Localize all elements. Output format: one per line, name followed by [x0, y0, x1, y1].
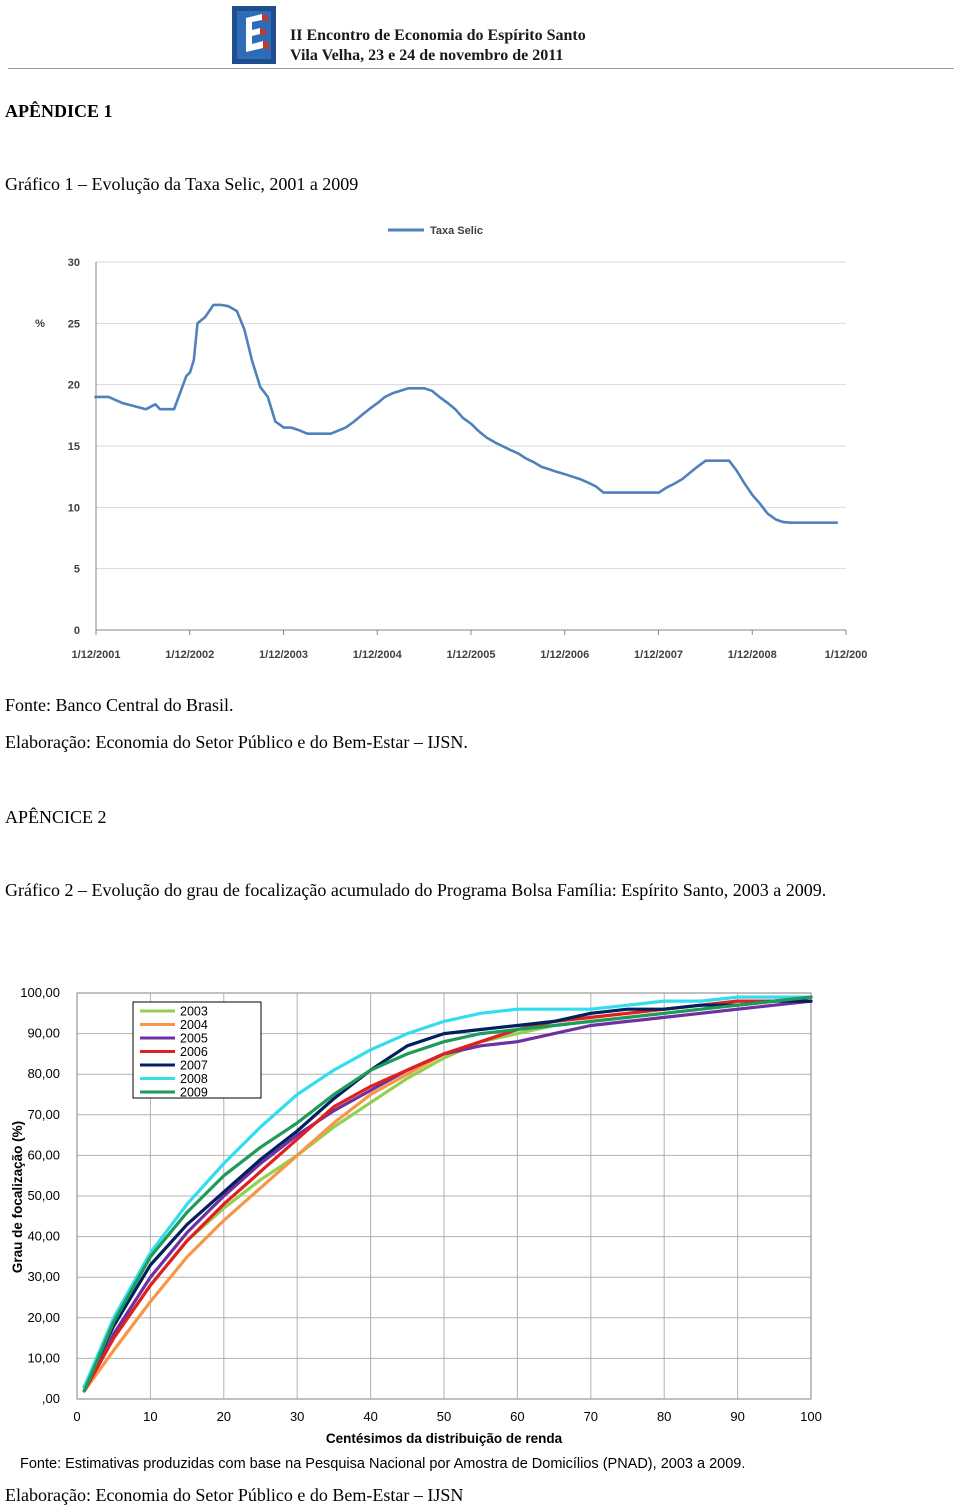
y-tick-label: 10,00 — [27, 1350, 60, 1366]
selic-chart — [0, 215, 960, 670]
y-axis-label: % — [35, 318, 45, 330]
y-tick-label: 5 — [73, 563, 80, 576]
appendix-2-heading: APÊNCICE 2 — [5, 807, 107, 827]
x-tick-label: 60 — [510, 1409, 525, 1424]
x-tick-label: 70 — [583, 1409, 599, 1424]
y-tick-label: 20 — [67, 379, 80, 392]
x-tick-label: 1/12/2006 — [540, 649, 590, 661]
y-tick-label: 40,00 — [27, 1228, 60, 1244]
conference-logo — [232, 6, 276, 64]
x-tick-label: 1/12/2001 — [71, 649, 121, 661]
legend-label-2003: 2003 — [180, 1004, 208, 1019]
focalization-chart — [0, 975, 960, 1475]
y-tick-label: 70,00 — [27, 1106, 60, 1122]
legend-label-2004: 2004 — [180, 1018, 208, 1032]
chart-2-elaboration: Elaboração: Economia do Setor Público e do Bem-Estar – IJSN — [5, 1485, 464, 1505]
y-tick-label: 20,00 — [27, 1309, 60, 1325]
x-tick-label: 1/12/2008 — [727, 649, 777, 661]
chart-1-elaboration: Elaboração: Economia do Setor Público e do Bem-Estar – IJSN. — [5, 732, 468, 752]
y-tick-label: 10 — [67, 502, 80, 515]
appendix-1-heading: APÊNDICE 1 — [5, 101, 113, 121]
chart-2-caption: Gráfico 2 – Evolução do grau de focalização acumulado do Programa Bolsa Família: Espírito Santo, 2003 a 2009. — [5, 880, 827, 900]
series-line-taxa-selic — [94, 305, 837, 523]
header-line-1: II Encontro de Economia do Espírito Santo — [290, 27, 586, 44]
x-tick-label: 0 — [73, 1409, 81, 1424]
legend-label-2008: 2008 — [180, 1072, 208, 1086]
x-tick-label: 50 — [436, 1409, 452, 1424]
page-header — [0, 0, 960, 70]
header-line-2: Vila Velha, 23 e 24 de novembro de 2011 — [290, 47, 564, 64]
chart-2-source: Fonte: Estimativas produzidas com base na Pesquisa Nacional por Amostra de Domicílios (PNAD), 2003 a 2009. — [20, 1456, 746, 1472]
x-tick-label: 1/12/2003 — [259, 649, 308, 661]
focalization-chart-svg — [0, 975, 960, 1475]
y-tick-label: 30,00 — [27, 1269, 60, 1285]
x-tick-label: 30 — [289, 1409, 305, 1424]
x-tick-label: 1/12/2007 — [634, 649, 683, 661]
x-tick-label: 90 — [730, 1409, 745, 1424]
header-text — [290, 26, 586, 66]
legend-label-2007: 2007 — [180, 1058, 208, 1073]
y-tick-label: 25 — [67, 318, 80, 331]
chart-1-source: Fonte: Banco Central do Brasil. — [5, 695, 234, 715]
x-tick-label: 1/12/2002 — [165, 649, 215, 661]
x-axis-title: Centésimos da distribuição de renda — [325, 1431, 563, 1446]
x-tick-label: 1/12/2005 — [446, 649, 496, 661]
x-tick-label: 40 — [363, 1409, 378, 1424]
x-tick-label: 100 — [800, 1409, 822, 1424]
x-tick-label: 1/12/200 — [824, 649, 868, 661]
selic-chart-svg — [0, 215, 960, 670]
x-tick-label: 80 — [656, 1409, 672, 1424]
y-tick-label: 100,00 — [20, 985, 60, 1000]
y-tick-label: 60,00 — [27, 1147, 60, 1163]
y-tick-label: 30 — [67, 257, 80, 269]
x-tick-label: 10 — [143, 1409, 158, 1424]
y-tick-label: 50,00 — [27, 1188, 60, 1203]
legend-label-2006: 2006 — [180, 1045, 208, 1059]
legend-label-2005: 2005 — [180, 1031, 208, 1046]
y-tick-label: 0 — [73, 625, 80, 637]
legend-label-2009: 2009 — [180, 1085, 208, 1100]
y-tick-label: ,00 — [41, 1391, 60, 1406]
y-tick-label: 80,00 — [27, 1066, 60, 1082]
x-tick-label: 20 — [216, 1409, 232, 1424]
y-axis-title: Grau de focalização (%) — [10, 1120, 25, 1274]
x-tick-label: 1/12/2004 — [352, 649, 402, 661]
legend-label: Taxa Selic — [430, 225, 483, 237]
y-tick-label: 90,00 — [27, 1025, 60, 1041]
chart-1-caption: Gráfico 1 – Evolução da Taxa Selic, 2001 a 2009 — [5, 174, 359, 194]
y-tick-label: 15 — [67, 441, 80, 453]
header-divider — [8, 68, 954, 69]
